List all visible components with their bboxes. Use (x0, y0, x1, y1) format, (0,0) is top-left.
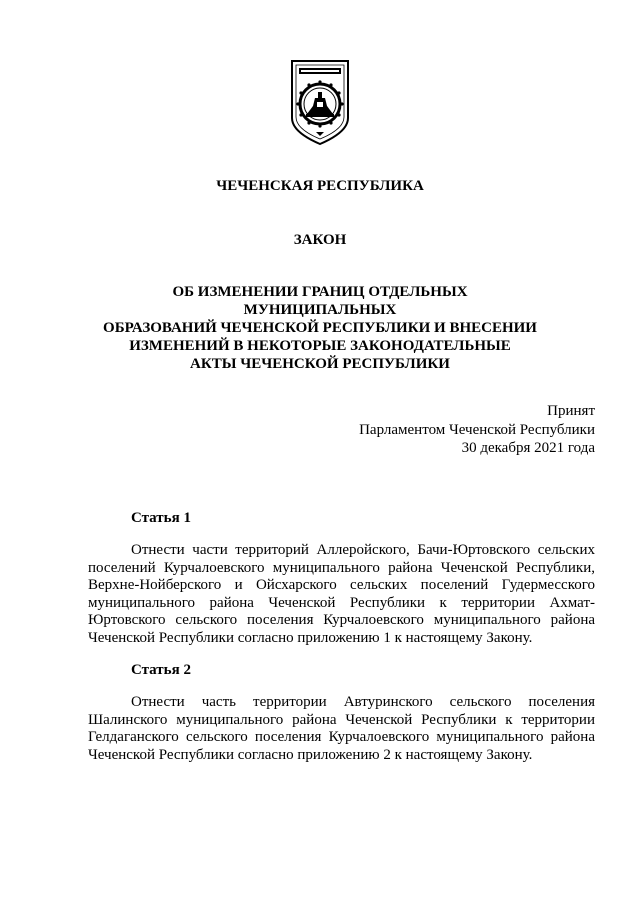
article-1-text: Отнести части территорий Аллеройского, Бачи-Юртовского сельских поселений Курчалоевского муниципального района Чеченской Республики, Верхне-Нойберского и Ойсхарского сельских поселений Гудермесского муниципального района Чеченской Республики к территории Ахмат-Юртовского сельского поселения Курчалоевского муниципального района Чеченской Республики согласно приложению 1 к настоящему Закону. (88, 542, 595, 646)
article-2-heading: Статья 2 (131, 662, 191, 678)
law-title-line: ИЗМЕНЕНИЙ В НЕКОТОРЫЕ ЗАКОНОДАТЕЛЬНЫЕ (129, 338, 511, 354)
law-title (100, 283, 540, 373)
law-title-line: ОБ ИЗМЕНЕНИИ ГРАНИЦ ОТДЕЛЬНЫХ МУНИЦИПАЛЬНЫХ (172, 284, 468, 318)
chechen-republic-coat-of-arms-icon (289, 58, 351, 146)
adoption-block (359, 402, 595, 458)
republic-name: ЧЕЧЕНСКАЯ РЕСПУБЛИКА (216, 178, 424, 194)
article-1-heading: Статья 1 (131, 510, 191, 526)
article-2-text: Отнести часть территории Автуринского сельского поселения Шалинского муниципального района Чеченской Республики к территории Гелдаганского сельского поселения Курчалоевского муниципального района Чеченской Республики согласно приложению 2 к настоящему Закону. (88, 694, 595, 763)
law-title-line: ОБРАЗОВАНИЙ ЧЕЧЕНСКОЙ РЕСПУБЛИКИ И ВНЕСЕНИИ (103, 320, 537, 336)
document-type: ЗАКОН (293, 232, 347, 248)
adoption-date: 30 декабря 2021 года (461, 440, 595, 456)
law-title-line: АКТЫ ЧЕЧЕНСКОЙ РЕСПУБЛИКИ (190, 356, 450, 372)
adoption-body: Парламентом Чеченской Республики (359, 421, 595, 438)
adoption-label: Принят (547, 403, 595, 419)
